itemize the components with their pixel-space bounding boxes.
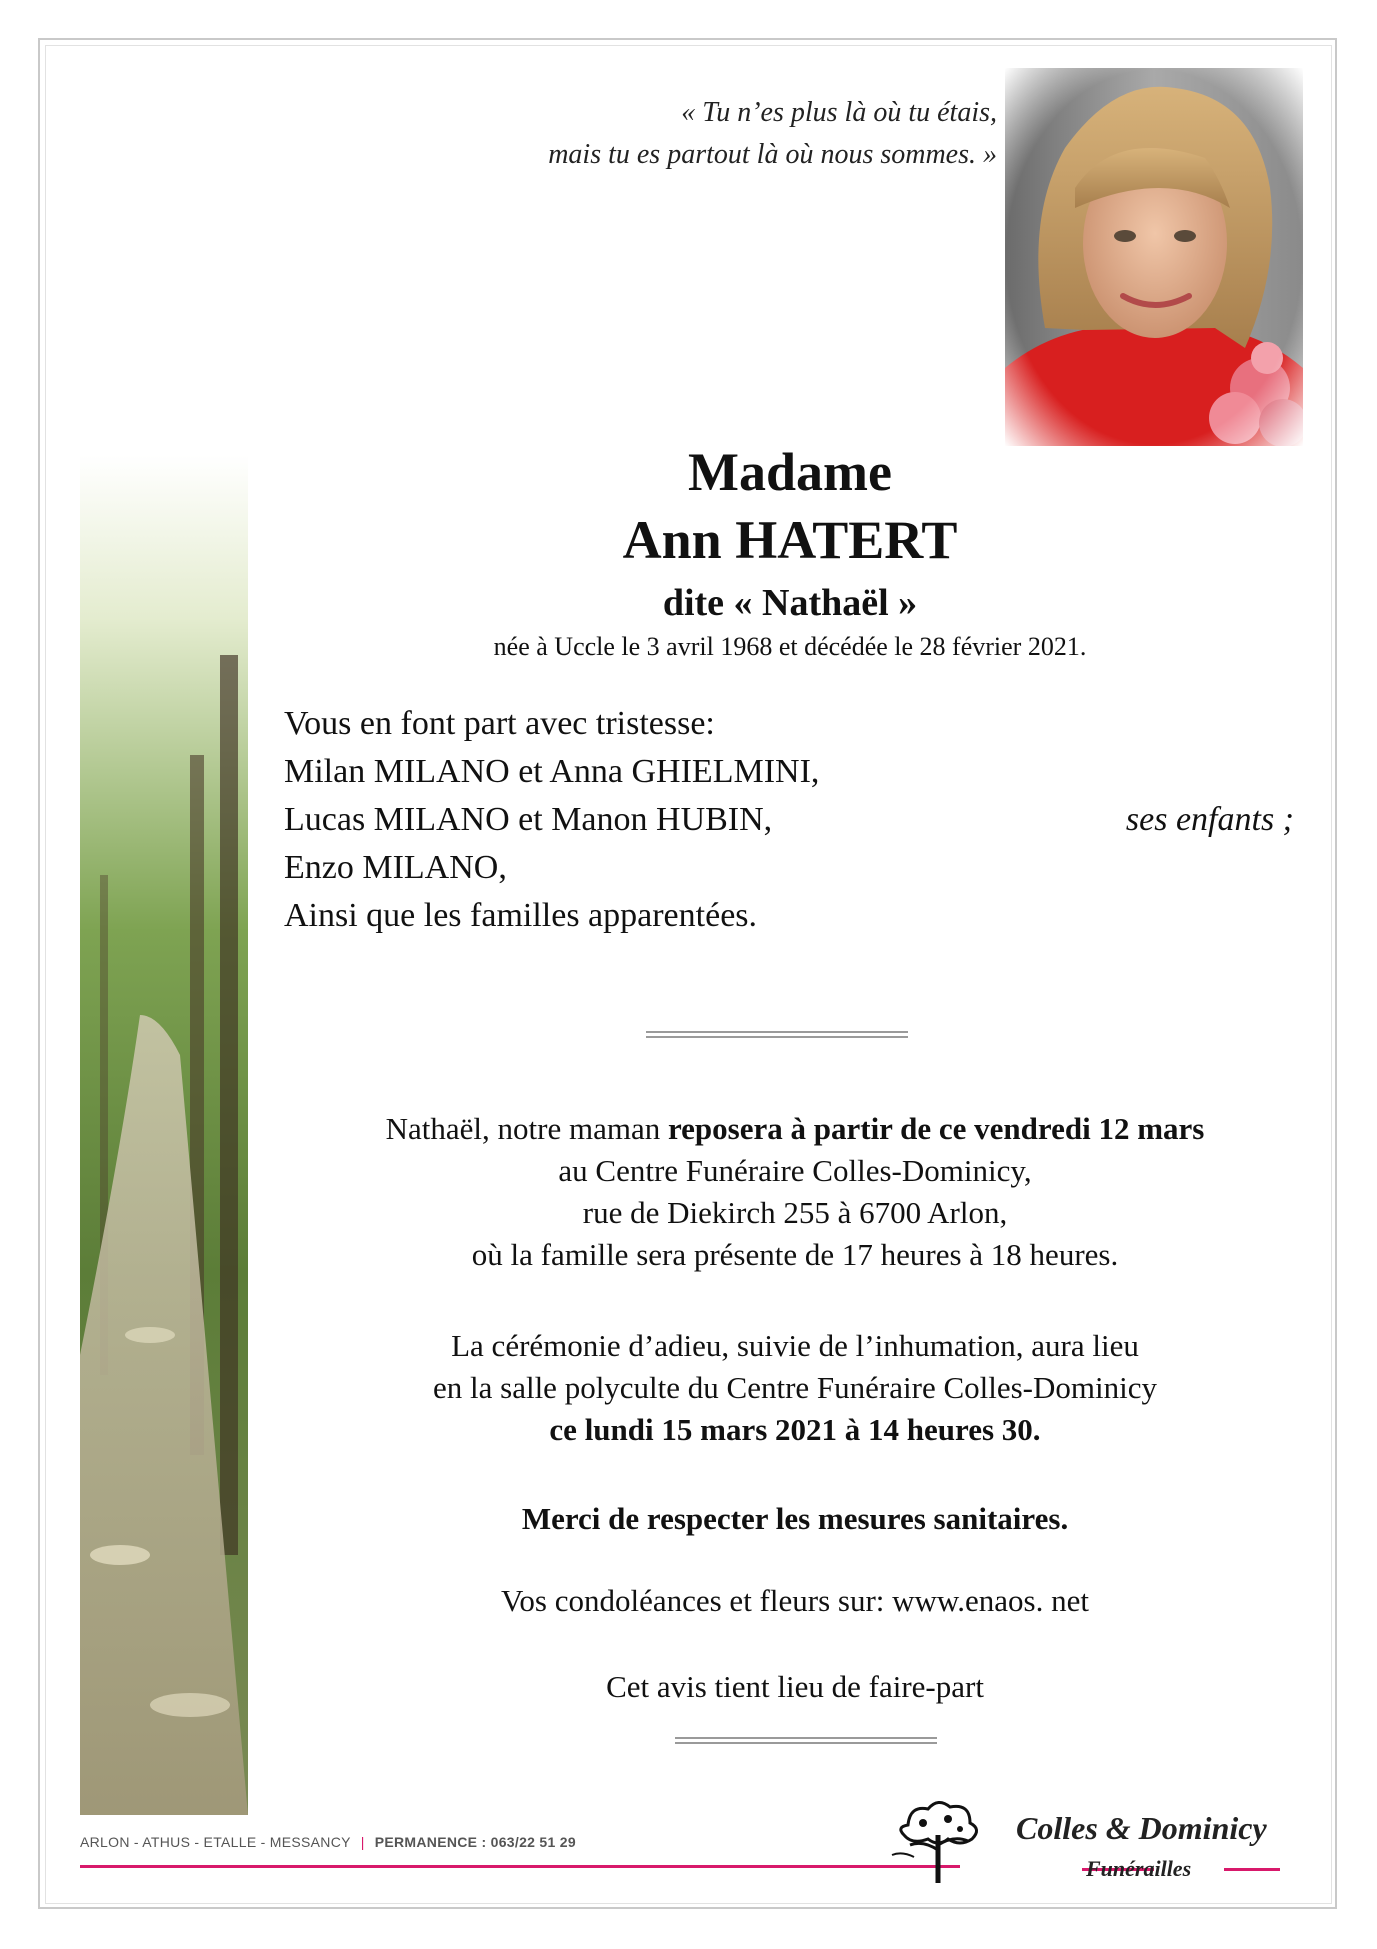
forest-path-image	[80, 455, 248, 1815]
quote-line-2: mais tu es partout là où nous sommes. »	[548, 139, 997, 170]
ceremony-line-2: en la salle polyculte du Centre Funéraire Colles-Dominicy	[433, 1370, 1157, 1405]
faire-part-notice: Cet avis tient lieu de faire-part	[606, 1669, 984, 1704]
visitation-prefix: Nathaël, notre maman	[385, 1111, 668, 1146]
deceased-nickname: dite « Nathaël »	[662, 582, 918, 624]
announcement-line-2: Lucas MILANO et Manon HUBIN,	[284, 801, 773, 838]
brand-line-right	[1224, 1868, 1280, 1871]
footer-locations: ARLON - ATHUS - ETALLE - MESSANCY	[80, 1834, 351, 1850]
footer-contact	[80, 1834, 576, 1850]
announcement-relation: ses enfants ;	[1125, 801, 1294, 838]
visitation-line-4: où la famille sera présente de 17 heures à 18 heures.	[471, 1237, 1119, 1272]
quote-line-1: « Tu n’es plus là où tu étais,	[681, 97, 997, 128]
ceremony-info	[290, 1325, 1300, 1451]
footer-pink-line	[80, 1865, 960, 1868]
honorific: Madame	[688, 442, 892, 502]
visitation-info	[290, 1108, 1300, 1276]
birth-death-dates: née à Uccle le 3 avril 1968 et décédée le 28 février 2021.	[493, 632, 1087, 661]
tree-logo-icon	[888, 1795, 988, 1885]
visitation-line-1	[290, 1108, 1300, 1150]
family-announcement	[284, 700, 1294, 940]
visitation-line-2: au Centre Funéraire Colles-Dominicy,	[558, 1153, 1032, 1188]
divider-bottom	[675, 1737, 937, 1744]
announcement-line-3: Enzo MILANO,	[284, 849, 507, 886]
visitation-bold: reposera à partir de ce vendredi 12 mars	[667, 1111, 1205, 1146]
footer-permanence: PERMANENCE : 063/22 51 29	[374, 1834, 576, 1850]
divider-top	[646, 1031, 908, 1038]
announcement-intro: Vous en font part avec tristesse:	[284, 705, 715, 742]
epitaph-quote	[548, 92, 997, 176]
brand-subtitle: Funérailles	[1086, 1856, 1192, 1881]
portrait-photo	[1005, 68, 1303, 446]
announcement-line-4: Ainsi que les familles apparentées.	[284, 897, 758, 934]
brand-name: Colles & Dominicy	[1016, 1810, 1267, 1846]
condolences-notice: Vos condoléances et fleurs sur: www.enaos. net	[501, 1583, 1089, 1618]
announcement-line-1: Milan MILANO et Anna GHIELMINI,	[284, 753, 820, 790]
ceremony-datetime: ce lundi 15 mars 2021 à 14 heures 30.	[549, 1412, 1041, 1447]
footer-separator: |	[360, 1834, 365, 1850]
visitation-line-3: rue de Diekirch 255 à 6700 Arlon,	[582, 1195, 1008, 1230]
ceremony-line-1: La cérémonie d’adieu, suivie de l’inhumation, aura lieu	[451, 1328, 1139, 1363]
announcement-line-2-row	[284, 796, 1294, 844]
deceased-name: Ann HATERT	[622, 510, 958, 570]
ceremony-line-3	[290, 1409, 1300, 1451]
sanitary-notice: Merci de respecter les mesures sanitaires.	[521, 1501, 1069, 1536]
